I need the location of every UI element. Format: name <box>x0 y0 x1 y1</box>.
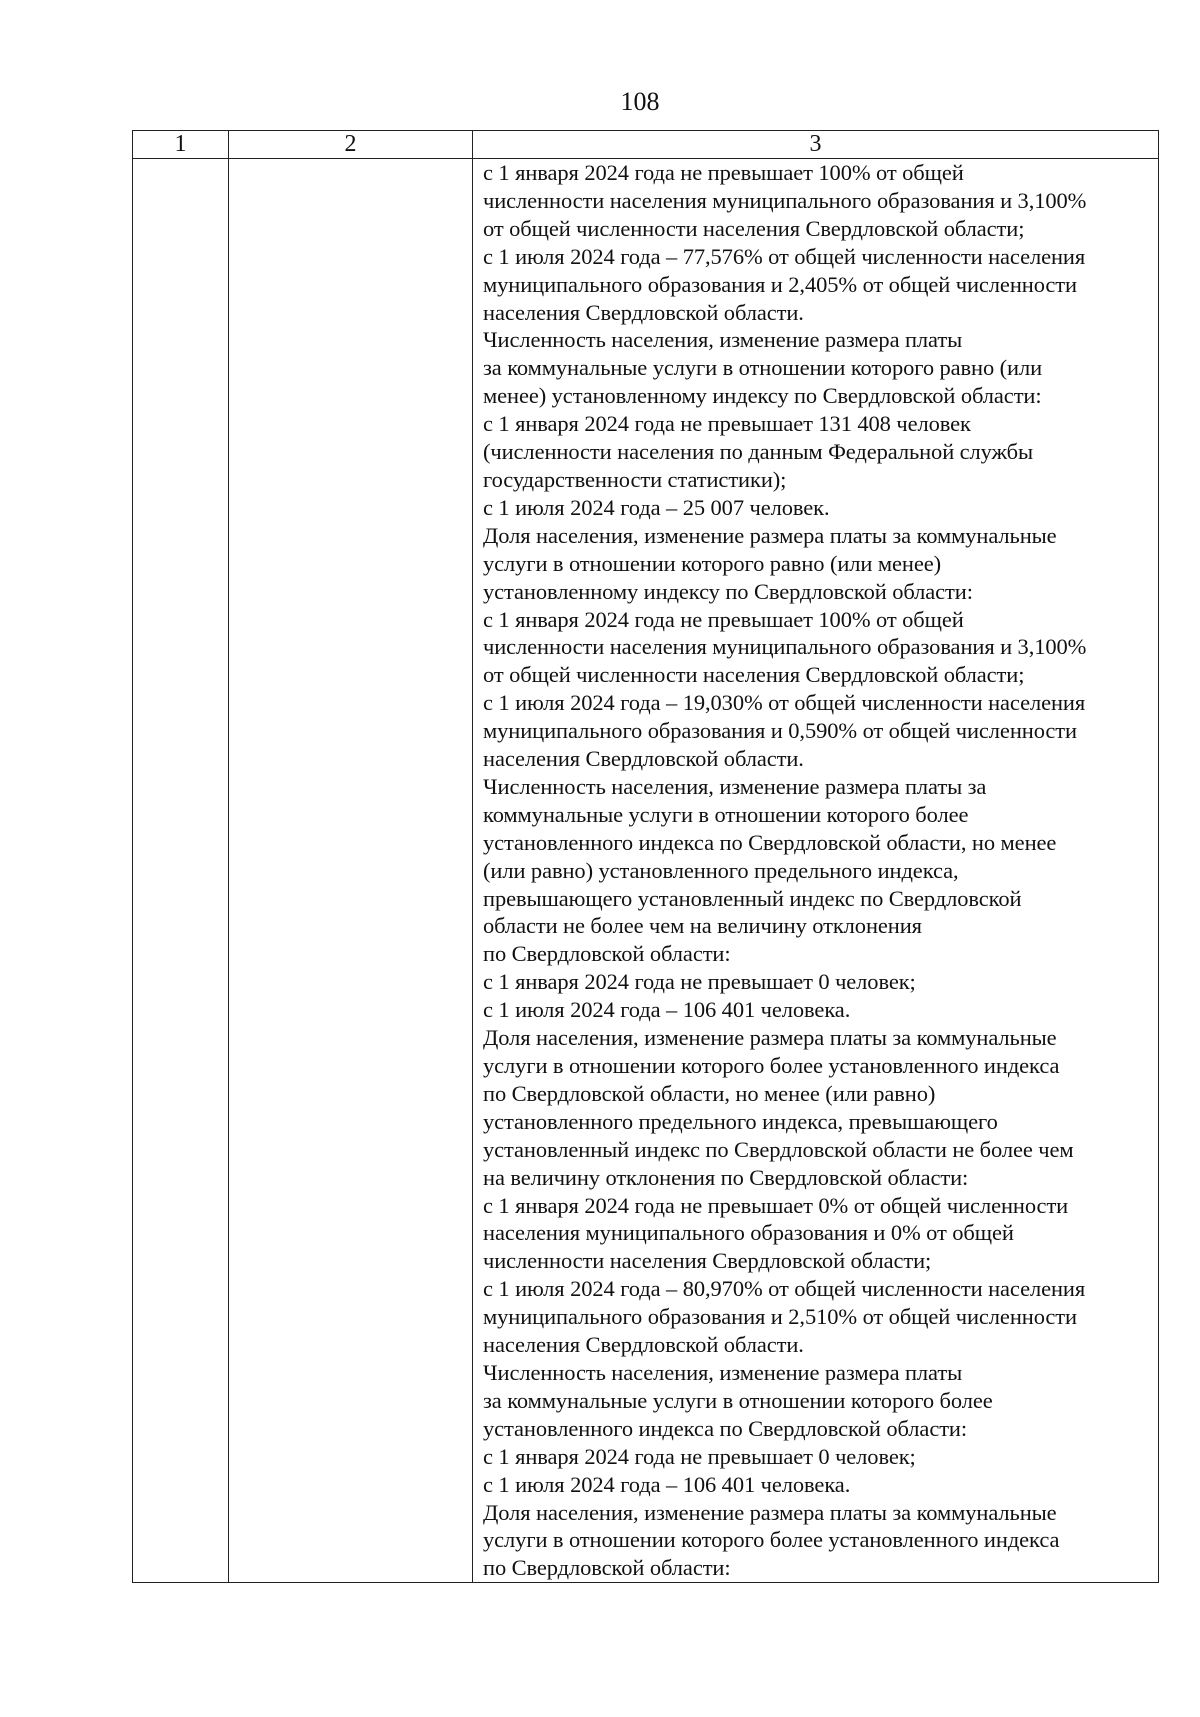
text-line: численности населения Свердловской области; <box>483 1248 932 1274</box>
text-line: превышающего установленный индекс по Свердловской <box>483 885 1022 911</box>
text-line: от общей численности населения Свердловской области; <box>483 662 1025 688</box>
text-line: за коммунальные услуги в отношении которого равно (или <box>483 355 1043 381</box>
text-line: услуги в отношении которого более установленного индекса <box>483 1527 1060 1553</box>
text-line: населения муниципального образования и 0% от общей <box>483 1220 1014 1246</box>
text-line: населения Свердловской области. <box>483 746 804 772</box>
text-line: государственности статистики); <box>483 466 787 492</box>
text-line: с 1 июля 2024 года – 25 007 человек. <box>483 494 830 520</box>
text-line: населения Свердловской области. <box>483 299 804 325</box>
text-line: Численность населения, изменение размера платы <box>483 327 963 353</box>
column-header-2: 2 <box>229 131 473 159</box>
text-line: с 1 июля 2024 года – 80,970% от общей численности населения <box>483 1276 1086 1302</box>
text-line: Доля населения, изменение размера платы за коммунальные <box>483 522 1057 548</box>
text-line: населения Свердловской области. <box>483 1332 804 1358</box>
text-line: за коммунальные услуги в отношении которого более <box>483 1387 993 1413</box>
text-line: с 1 января 2024 года не превышает 100% от общей <box>483 160 964 185</box>
column-3-cell <box>473 159 1159 1583</box>
text-line: с 1 июля 2024 года – 106 401 человека. <box>483 1471 851 1497</box>
text-line: с 1 июля 2024 года – 77,576% от общей численности населения <box>483 243 1086 269</box>
text-line: от общей численности населения Свердловской области; <box>483 215 1025 241</box>
text-line: с 1 января 2024 года не превышает 100% от общей <box>483 606 964 632</box>
column-header-1: 1 <box>133 131 229 159</box>
text-line: муниципального образования и 2,510% от общей численности <box>483 1304 1077 1330</box>
text-line: Численность населения, изменение размера платы за <box>483 773 987 799</box>
text-line: Численность населения, изменение размера платы <box>483 1359 963 1385</box>
text-line: численности населения муниципального образования и 3,100% <box>483 634 1087 660</box>
page-number: 108 <box>620 87 660 116</box>
table-header-row <box>133 131 1159 159</box>
text-line: на величину отклонения по Свердловской области: <box>483 1164 969 1190</box>
text-line: установленному индексу по Свердловской области: <box>483 578 973 604</box>
column-2-cell <box>229 159 473 1583</box>
text-line: установленного индекса по Свердловской области, но менее <box>483 829 1057 855</box>
table-header <box>133 131 1159 159</box>
text-line: с 1 января 2024 года не превышает 0% от общей численности <box>483 1192 1069 1218</box>
column-1-cell <box>133 159 229 1583</box>
document-table <box>132 130 1159 1583</box>
text-line: численности населения муниципального образования и 3,100% <box>483 187 1087 213</box>
text-line: услуги в отношении которого равно (или менее) <box>483 550 942 576</box>
text-line: Доля населения, изменение размера платы за коммунальные <box>483 1499 1057 1525</box>
text-line: коммунальные услуги в отношении которого более <box>483 801 969 827</box>
text-line: с 1 января 2024 года не превышает 0 человек; <box>483 969 916 995</box>
text-line: с 1 января 2024 года не превышает 0 человек; <box>483 1443 916 1469</box>
text-line: Доля населения, изменение размера платы за коммунальные <box>483 1025 1057 1051</box>
text-line: услуги в отношении которого более установленного индекса <box>483 1053 1060 1078</box>
text-line: области не более чем на величину отклонения <box>483 913 922 939</box>
text-line: муниципального образования и 2,405% от общей численности <box>483 271 1077 297</box>
text-line: муниципального образования и 0,590% от общей численности <box>483 718 1077 744</box>
column-header-3: 3 <box>473 131 1159 159</box>
text-line: с 1 июля 2024 года – 19,030% от общей численности населения <box>483 690 1086 716</box>
text-line: (или равно) установленного предельного индекса, <box>483 857 959 883</box>
text-line: установленный индекс по Свердловской области не более чем <box>483 1136 1074 1162</box>
table-row <box>133 159 1159 1583</box>
text-line: менее) установленному индексу по Свердловской области: <box>483 383 1042 409</box>
text-line: по Свердловской области: <box>483 1555 731 1581</box>
text-line: с 1 января 2024 года не превышает 131 408 человек <box>483 411 971 437</box>
text-line: по Свердловской области: <box>483 941 731 967</box>
text-line: по Свердловской области, но менее (или равно) <box>483 1080 936 1106</box>
text-line: с 1 июля 2024 года – 106 401 человека. <box>483 997 851 1023</box>
text-line: (численности населения по данным Федеральной службы <box>483 439 1034 465</box>
text-line: установленного индекса по Свердловской области: <box>483 1415 968 1441</box>
text-line: установленного предельного индекса, превышающего <box>483 1108 998 1134</box>
